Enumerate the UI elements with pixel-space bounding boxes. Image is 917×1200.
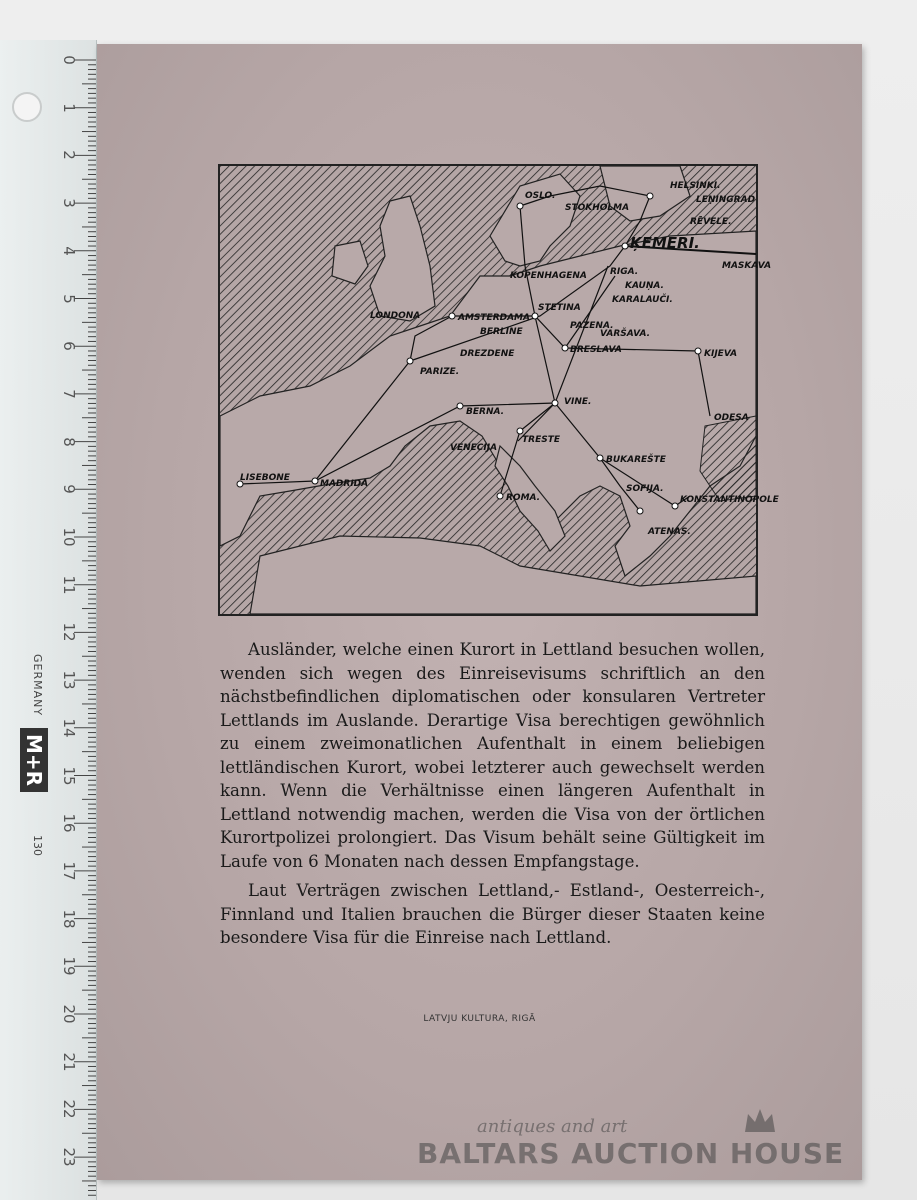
ruler-number: 21 xyxy=(60,1052,78,1072)
city-label: LISEBONE xyxy=(240,473,290,483)
ruler-number: 10 xyxy=(60,527,78,547)
city-label: KARALAUČI. xyxy=(612,295,673,305)
ruler-model-number: 130 xyxy=(31,835,44,856)
printer-imprint: LATVJU KULTURA, RIGĀ xyxy=(423,1014,536,1024)
city-label: VARŠAVA. xyxy=(600,329,650,339)
visa-information-text xyxy=(220,638,765,950)
ruler-number: 16 xyxy=(60,813,78,833)
city-label: MASKAVA xyxy=(722,261,772,271)
ruler-number: 7 xyxy=(60,389,78,399)
city-label: TRESTE xyxy=(522,435,560,445)
ruler-brand-logo: M+R xyxy=(20,728,48,792)
city-label: LONDONA xyxy=(370,311,421,321)
city-label: KAUŅA. xyxy=(625,281,664,291)
ruler-number: 23 xyxy=(60,1147,78,1167)
city-label: ĶEMERI. xyxy=(630,234,700,252)
city-label: STETINA xyxy=(538,303,581,313)
city-label: SOFIJA. xyxy=(626,484,664,494)
city-label: OSLO. xyxy=(525,191,556,201)
city-label: ROMA. xyxy=(506,493,541,503)
city-label: HELSINKI. xyxy=(670,181,721,191)
ruler-brand-country: GERMANY xyxy=(31,654,44,717)
ruler-number: 0 xyxy=(60,55,78,65)
ruler-hole xyxy=(12,92,42,122)
ruler-number: 1 xyxy=(60,102,78,113)
paragraph-visa-procedure: Ausländer, welche einen Kurort in Lettland besuchen wollen, wenden sich wegen des Einreisevisums schriftlich an den nächstbefindlichen diplomatischen oder konsularen Vertreter Lettlands im Auslande. Derartige Visa berechtigen gewöhnlich zu einem zweimonatlichen Aufenthalt in einem beliebigen lettländischen Kurort, wobei letzterer auch gewechselt werden kann. Wenn die Verhältnisse einen längeren Aufenthalt in Lettland notwendig machen, werden die Visa von der örtlichen Kurortpolizei prolongiert. Das Visum behält seine Gültigkeit im Laufe von 6 Monaten nach dessen Empfangstage. xyxy=(220,640,765,871)
ruler-number: 15 xyxy=(60,765,78,786)
city-label: PARIZE. xyxy=(420,367,460,377)
city-label: AMSTERDAMA xyxy=(458,313,530,323)
europe-route-map xyxy=(218,164,779,616)
ruler-number: 4 xyxy=(60,246,78,256)
city-label: MADRIDA xyxy=(320,479,369,489)
ruler-number: 19 xyxy=(60,956,78,976)
watermark-subtitle: antiques and art xyxy=(477,1116,628,1137)
city-label: VENECIJA xyxy=(450,443,498,453)
city-label: ODESA xyxy=(714,413,749,423)
ruler-number: 18 xyxy=(60,909,78,929)
ruler-number: 5 xyxy=(60,293,78,304)
city-label: KIJEVA xyxy=(704,349,738,359)
city-label: DREZDENE xyxy=(460,349,515,359)
city-label: ATENAS. xyxy=(648,527,691,537)
ruler xyxy=(0,40,97,1200)
ruler-number: 17 xyxy=(60,861,78,881)
ruler-number: 11 xyxy=(60,575,78,595)
map-graphic xyxy=(220,166,779,614)
paragraph-visa-exemption: Laut Verträgen zwischen Lettland,- Estland-, Oesterreich-, Finnland und Italien brauchen die Bürger dieser Staaten keine besondere Visa für die Einreise nach Lettland. xyxy=(220,881,765,947)
city-label: BERNA. xyxy=(466,407,505,417)
ruler-number: 12 xyxy=(60,622,78,642)
city-label: LEŅINGRAD xyxy=(696,195,756,205)
city-label: KONSTANTINOPOLE xyxy=(680,495,779,505)
ruler-number: 13 xyxy=(60,670,78,690)
ruler-number: 3 xyxy=(60,198,78,208)
city-label: STOKHOLMA xyxy=(565,203,630,213)
ruler-number: 14 xyxy=(60,718,78,738)
city-label: VINE. xyxy=(564,397,592,407)
document-page xyxy=(97,44,862,1180)
ruler-number: 9 xyxy=(60,484,78,495)
auction-house-watermark xyxy=(417,1116,917,1170)
crown-icon xyxy=(743,1106,777,1136)
ruler-number: 6 xyxy=(60,341,78,351)
city-label: RIGA. xyxy=(610,267,639,277)
ruler-number: 22 xyxy=(60,1099,78,1119)
city-label: BRESLAVA xyxy=(570,345,622,355)
city-label: PAZENA. xyxy=(570,321,614,331)
ruler-number: 2 xyxy=(60,150,78,161)
city-label: BUKAREŠTE xyxy=(606,455,666,465)
city-label: RĒVELE. xyxy=(690,217,732,227)
watermark-name: BALTARS AUCTION HOUSE xyxy=(417,1137,845,1170)
city-label: BERLINE xyxy=(480,327,523,337)
city-label: KOPENHAGENA xyxy=(510,271,587,281)
ruler-number: 20 xyxy=(60,1004,78,1024)
ruler-number: 8 xyxy=(60,436,78,447)
